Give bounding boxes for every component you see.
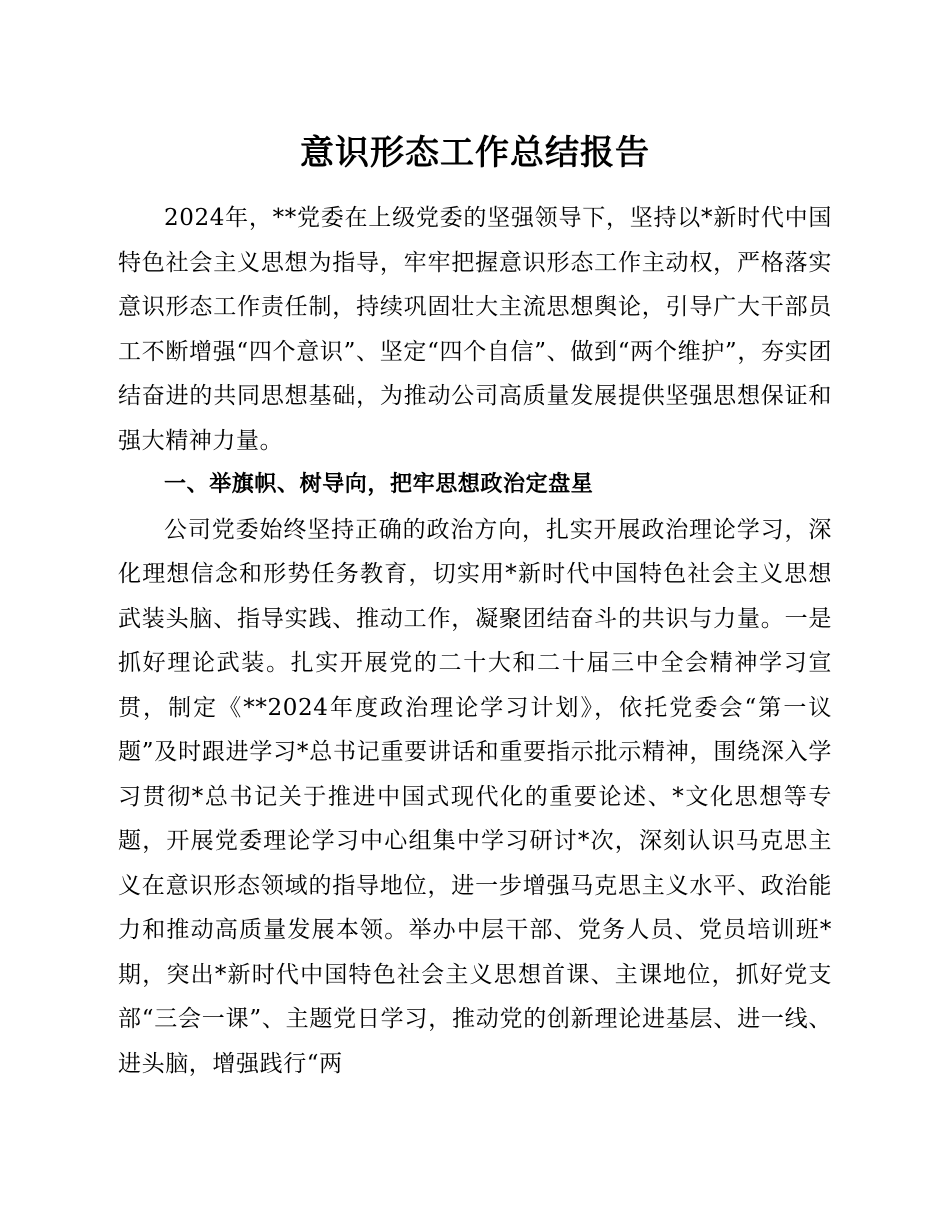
intro-paragraph: 2024年，**党委在上级党委的坚强领导下，坚持以*新时代中国特色社会主义思想为指导，牢牢把握意识形态工作主动权，严格落实意识形态工作责任制，持续巩固壮大主流思想舆论，引导广大干部员工不断增强“四个意识”、坚定“四个自信”、做到“两个维护”，夯实团结奋进的共同思想基础，为推动公司高质量发展提供坚强思想保证和强大精神力量。 [118, 205, 832, 454]
section-1-paragraph: 公司党委始终坚持正确的政治方向，扎实开展政治理论学习，深化理想信念和形势任务教育，切实用*新时代中国特色社会主义思想武装头脑、指导实践、推动工作，凝聚团结奋斗的共识与力量。一是抓好理论武装。扎实开展党的二十大和二十届三中全会精神学习宣贯，制定《**2024年度政治理论学习计划》，依托党委会“第一议题”及时跟进学习*总书记重要讲话和重要指示批示精神，围绕深入学习贯彻*总书记关于推进中国式现代化的重要论述、*文化思想等专题，开展党委理论学习中心组集中学习研讨*次，深刻认识马克思主义在意识形态领域的指导地位，进一步增强马克思主义水平、政治能力和推动高质量发展本领。举办中层干部、党务人员、党员培训班*期，突出*新时代中国特色社会主义思想首课、主课地位，抓好党支部“三会一课”、主题党日学习，推动党的创新理论进基层、进一线、进头脑，增强践行“两 [118, 516, 832, 1077]
section-1-heading: 一、举旗帜、树导向，把牢思想政治定盘星 [164, 472, 594, 497]
document-title: 意识形态工作总结报告 [300, 133, 650, 173]
document-body [118, 196, 832, 1086]
